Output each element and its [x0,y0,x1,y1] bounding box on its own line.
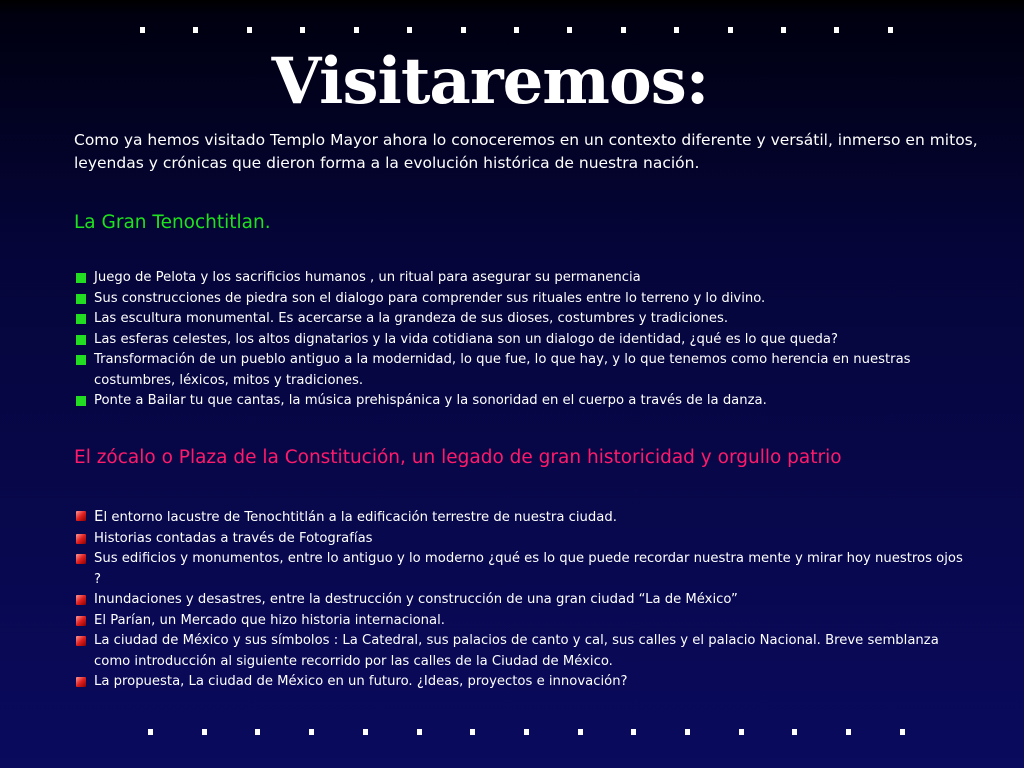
border-dot [524,729,529,735]
border-dot [674,27,679,33]
border-dot [354,27,359,33]
square-bullet-icon [76,636,86,646]
list-item [74,391,974,412]
list-item [74,268,974,289]
list-item-text: Ponte a Bailar tu que cantas, la música prehispánica y la sonoridad en el cuerpo a través de la danza. [94,393,767,408]
square-bullet-icon [76,294,86,304]
list-item-text: Las esferas celestes, los altos dignatarios y la vida cotidiana son un dialogo de identidad, ¿qué es lo que queda? [94,331,839,347]
zocalo-list [74,506,974,693]
border-dot [140,27,145,33]
border-dot [255,729,260,735]
border-dot [578,729,583,735]
section-heading-tenochtitlan: La Gran Tenochtitlan. [74,212,271,233]
intro-paragraph: Como ya hemos visitado Templo Mayor ahora lo conoceremos en un contexto diferente y versátil, inmerso en mitos, leyendas y crónicas que dieron forma a la evolución histórica de nuestra nación. [74,131,978,172]
border-dot [900,729,905,735]
square-bullet-icon [76,355,86,365]
list-item-text: Inundaciones y desastres, entre la destrucción y construcción de una gran ciudad “La de México” [94,592,738,607]
border-dot [193,27,198,33]
border-dot [631,729,636,735]
square-bullet-icon [76,511,86,521]
border-dot [834,27,839,33]
border-dot [470,729,475,735]
border-dot [202,729,207,735]
list-item [74,672,974,693]
list-item-text: La propuesta, La ciudad de México en un futuro. ¿Ideas, proyectos e innovación? [94,674,628,689]
list-item-text: El Parían, un Mercado que hizo historia internacional. [94,612,445,628]
list-item-text: Transformación de un pueblo antiguo a la modernidad, lo que fue, lo que hay, y lo que tenemos como herencia en nuestras costumbres, léxicos, mitos y tradiciones. [94,352,911,388]
list-item-text: Las escultura monumental. Es acercarse a la grandeza de sus dioses, costumbres y tradiciones. [94,311,729,326]
square-bullet-icon [76,616,86,626]
list-item [74,549,974,590]
list-item [74,506,974,529]
list-item [74,529,974,550]
square-bullet-icon [76,314,86,324]
square-bullet-icon [76,595,86,605]
border-dot [247,27,252,33]
square-bullet-icon [76,273,86,283]
square-bullet-icon [76,677,86,687]
slide-title: Visitaremos: [271,44,709,119]
border-dot [685,729,690,735]
border-dot [888,27,893,33]
border-dot [846,729,851,735]
border-dot [792,729,797,735]
list-item [74,350,974,391]
square-bullet-icon [76,335,86,345]
tenochtitlan-list [74,268,974,412]
border-dot [309,729,314,735]
border-dot [300,27,305,33]
list-item-text: La ciudad de México y sus símbolos : La Catedral, sus palacios de canto y cal, sus calles y el palacio Nacional. Breve semblanza como introducción al siguiente recorrido por las calles de la Ciudad de México. [94,633,939,669]
list-item [74,631,974,672]
border-dot [461,27,466,33]
border-dot [148,729,153,735]
square-bullet-icon [76,554,86,564]
top-dot-border [140,27,893,33]
border-dot [728,27,733,33]
list-item-initial: E [94,507,104,525]
border-dot [407,27,412,33]
list-item-text: Historias contadas a través de Fotografías [94,530,373,546]
border-dot [363,729,368,735]
square-bullet-icon [76,396,86,406]
list-item [74,590,974,611]
list-item-text: Juego de Pelota y los sacrificios humanos , un ritual para asegurar su permanencia [94,270,641,285]
bottom-dot-border [148,729,905,735]
border-dot [514,27,519,33]
border-dot [739,729,744,735]
border-dot [567,27,572,33]
section-heading-zocalo: El zócalo o Plaza de la Constitución, un legado de gran historicidad y orgullo patrio [74,447,842,468]
border-dot [781,27,786,33]
border-dot [417,729,422,735]
list-item [74,309,974,330]
list-item-text: l entorno lacustre de Tenochtitlán a la edificación terrestre de nuestra ciudad. [103,510,617,525]
square-bullet-icon [76,534,86,544]
list-item [74,289,974,310]
list-item-text: Sus edificios y monumentos, entre lo antiguo y lo moderno ¿qué es lo que puede recordar nuestra mente y mirar hoy nuestros ojos ? [94,551,963,587]
list-item-text: Sus construcciones de piedra son el dialogo para comprender sus rituales entre lo terreno y lo divino. [94,290,766,306]
list-item [74,611,974,632]
list-item [74,330,974,351]
border-dot [621,27,626,33]
